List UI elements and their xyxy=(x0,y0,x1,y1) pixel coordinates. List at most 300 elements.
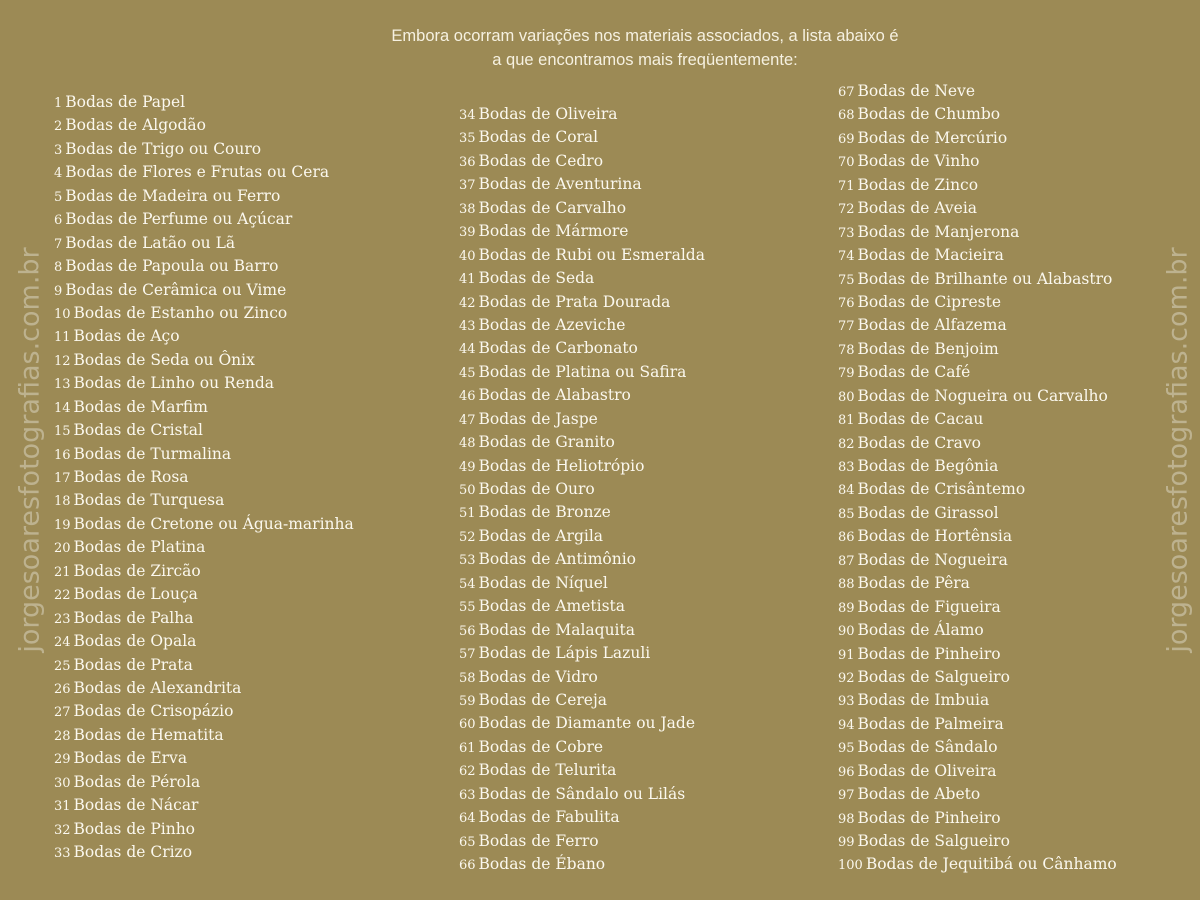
anniversary-year-number: 32 xyxy=(54,822,71,838)
anniversary-year-number: 40 xyxy=(459,248,476,264)
anniversary-item xyxy=(459,314,705,337)
anniversary-name: Bodas de Ferro xyxy=(478,831,599,850)
anniversary-name: Bodas de Pinheiro xyxy=(857,644,1001,663)
anniversary-year-number: 95 xyxy=(838,741,855,757)
anniversary-item xyxy=(838,760,1117,783)
anniversary-name: Bodas de Argila xyxy=(478,526,604,545)
anniversary-name: Bodas de Sândalo xyxy=(857,738,998,757)
anniversary-year-number: 10 xyxy=(54,306,71,322)
anniversary-name: Bodas de Zinco xyxy=(857,175,979,194)
anniversary-item xyxy=(54,372,354,395)
anniversary-year-number: 26 xyxy=(54,681,71,697)
anniversary-year-number: 88 xyxy=(838,577,855,593)
anniversary-name: Bodas de Perfume ou Açúcar xyxy=(65,210,293,229)
anniversary-item xyxy=(54,185,354,208)
anniversary-name: Bodas de Palha xyxy=(73,608,194,627)
anniversary-year-number: 28 xyxy=(54,728,71,744)
anniversary-name: Bodas de Pêra xyxy=(857,574,970,593)
anniversary-item xyxy=(54,325,354,348)
anniversary-year-number: 8 xyxy=(54,260,63,276)
watermark-left: jorgesoaresfotografias.com.br xyxy=(14,247,46,653)
anniversary-item xyxy=(54,841,354,864)
anniversary-year-number: 74 xyxy=(838,249,855,265)
anniversary-year-number: 90 xyxy=(838,624,855,640)
anniversary-name: Bodas de Lápis Lazuli xyxy=(478,644,651,663)
anniversary-name: Bodas de Heliotrópio xyxy=(478,456,645,475)
anniversary-name: Bodas de Trigo ou Couro xyxy=(65,139,262,158)
anniversary-year-number: 11 xyxy=(54,330,71,346)
anniversary-item xyxy=(54,419,354,442)
anniversary-item xyxy=(54,279,354,302)
anniversary-name: Bodas de Palmeira xyxy=(857,714,1004,733)
anniversary-year-number: 12 xyxy=(54,353,71,369)
anniversary-item xyxy=(54,818,354,841)
anniversary-year-number: 81 xyxy=(838,413,855,429)
anniversary-year-number: 39 xyxy=(459,225,476,241)
anniversary-item xyxy=(54,232,354,255)
anniversary-name: Bodas de Coral xyxy=(478,128,599,147)
anniversary-name: Bodas de Erva xyxy=(73,749,188,768)
anniversary-name: Bodas de Cacau xyxy=(857,410,984,429)
anniversary-year-number: 23 xyxy=(54,611,71,627)
anniversary-item xyxy=(459,572,705,595)
anniversary-name: Bodas de Granito xyxy=(478,433,615,452)
anniversary-name: Bodas de Jequitibá ou Cânhamo xyxy=(865,855,1117,874)
anniversary-year-number: 94 xyxy=(838,717,855,733)
anniversary-name: Bodas de Ébano xyxy=(478,855,606,873)
anniversary-item xyxy=(54,466,354,489)
anniversary-item xyxy=(54,513,354,536)
anniversary-item xyxy=(838,689,1117,712)
anniversary-year-number: 37 xyxy=(459,178,476,194)
anniversary-year-number: 55 xyxy=(459,600,476,616)
anniversary-item xyxy=(838,103,1117,126)
anniversary-name: Bodas de Nácar xyxy=(73,796,199,815)
anniversary-year-number: 29 xyxy=(54,752,71,768)
anniversary-name: Bodas de Alfazema xyxy=(857,316,1007,335)
anniversary-year-number: 34 xyxy=(459,108,476,123)
anniversary-item xyxy=(54,349,354,372)
anniversary-name: Bodas de Níquel xyxy=(478,573,608,592)
anniversary-year-number: 82 xyxy=(838,436,855,452)
anniversary-year-number: 89 xyxy=(838,600,855,616)
anniversary-name: Bodas de Girassol xyxy=(857,503,999,522)
anniversary-item xyxy=(459,548,705,571)
anniversary-year-number: 70 xyxy=(838,155,855,171)
anniversary-item xyxy=(459,525,705,548)
anniversary-year-number: 64 xyxy=(459,811,476,827)
anniversary-item xyxy=(838,643,1117,666)
anniversary-item xyxy=(838,221,1117,244)
anniversary-year-number: 15 xyxy=(54,424,71,440)
anniversary-year-number: 35 xyxy=(459,131,476,147)
anniversary-name: Bodas de Manjerona xyxy=(857,222,1020,241)
anniversary-item xyxy=(459,642,705,665)
anniversary-name: Bodas de Rubi ou Esmeralda xyxy=(478,245,705,264)
anniversary-year-number: 73 xyxy=(838,225,855,241)
anniversary-name: Bodas de Sândalo ou Lilás xyxy=(478,784,686,803)
anniversary-year-number: 68 xyxy=(838,108,855,124)
anniversary-item xyxy=(838,150,1117,173)
anniversary-year-number: 60 xyxy=(459,717,476,733)
anniversary-name: Bodas de Prata xyxy=(73,655,193,674)
anniversary-year-number: 45 xyxy=(459,365,476,381)
anniversary-year-number: 92 xyxy=(838,670,855,686)
anniversary-year-number: 79 xyxy=(838,366,855,382)
anniversary-year-number: 63 xyxy=(459,787,476,803)
anniversary-year-number: 16 xyxy=(54,447,71,463)
anniversary-year-number: 56 xyxy=(459,623,476,639)
anniversary-item xyxy=(838,596,1117,619)
anniversary-year-number: 36 xyxy=(459,154,476,170)
anniversary-name: Bodas de Fabulita xyxy=(478,808,620,827)
anniversary-year-number: 19 xyxy=(54,517,71,533)
anniversary-name: Bodas de Café xyxy=(857,363,971,382)
anniversary-item xyxy=(459,619,705,642)
anniversary-name: Bodas de Figueira xyxy=(857,597,1001,616)
anniversary-year-number: 42 xyxy=(459,295,476,311)
anniversary-item xyxy=(459,220,705,243)
anniversary-item xyxy=(838,197,1117,220)
anniversary-item xyxy=(838,525,1117,548)
anniversary-year-number: 96 xyxy=(838,764,855,780)
anniversary-name: Bodas de Azeviche xyxy=(478,315,626,334)
anniversary-item xyxy=(459,291,705,314)
anniversary-item xyxy=(838,549,1117,572)
anniversary-name: Bodas de Álamo xyxy=(857,621,984,640)
anniversary-item xyxy=(459,384,705,407)
anniversary-year-number: 43 xyxy=(459,318,476,334)
anniversary-item xyxy=(459,103,705,126)
anniversary-name: Bodas de Telurita xyxy=(478,761,617,780)
anniversary-year-number: 76 xyxy=(838,295,855,311)
anniversary-name: Bodas de Abeto xyxy=(857,785,981,804)
anniversary-year-number: 4 xyxy=(54,166,63,182)
anniversary-item xyxy=(459,150,705,173)
anniversary-year-number: 54 xyxy=(459,576,476,592)
anniversary-item xyxy=(838,314,1117,337)
anniversary-name: Bodas de Papel xyxy=(65,93,186,111)
anniversary-year-number: 51 xyxy=(459,506,476,522)
anniversary-item xyxy=(838,338,1117,361)
anniversary-year-number: 22 xyxy=(54,588,71,604)
anniversary-item xyxy=(459,267,705,290)
anniversary-name: Bodas de Platina ou Safira xyxy=(478,362,687,381)
anniversary-item xyxy=(459,501,705,524)
anniversary-name: Bodas de Turmalina xyxy=(73,444,232,463)
anniversary-name: Bodas de Cipreste xyxy=(857,292,1002,311)
anniversary-year-number: 91 xyxy=(838,647,855,663)
anniversary-name: Bodas de Bronze xyxy=(478,503,611,522)
anniversary-year-number: 30 xyxy=(54,775,71,791)
anniversary-year-number: 84 xyxy=(838,483,855,499)
anniversary-year-number: 52 xyxy=(459,529,476,545)
anniversary-year-number: 99 xyxy=(838,835,855,850)
anniversary-item xyxy=(54,724,354,747)
anniversary-item xyxy=(54,161,354,184)
anniversary-name: Bodas de Mármore xyxy=(478,222,629,241)
anniversary-list-column-2 xyxy=(459,103,705,876)
anniversary-year-number: 20 xyxy=(54,541,71,557)
anniversary-year-number: 31 xyxy=(54,799,71,815)
anniversary-item xyxy=(838,385,1117,408)
anniversary-name: Bodas de Linho ou Renda xyxy=(73,374,275,393)
anniversary-name: Bodas de Vinho xyxy=(857,152,980,171)
anniversary-name: Bodas de Benjoim xyxy=(857,339,999,358)
anniversary-name: Bodas de Prata Dourada xyxy=(478,292,671,311)
anniversary-list-column-3 xyxy=(838,80,1117,877)
anniversary-item xyxy=(838,291,1117,314)
anniversary-item xyxy=(838,572,1117,595)
anniversary-item xyxy=(459,337,705,360)
intro-line-1: Embora ocorram variações nos materiais associados, a lista abaixo é xyxy=(391,27,899,45)
anniversary-item xyxy=(54,583,354,606)
anniversary-year-number: 7 xyxy=(54,236,63,252)
anniversary-name: Bodas de Oliveira xyxy=(478,105,618,123)
anniversary-year-number: 66 xyxy=(459,858,476,873)
anniversary-item xyxy=(54,396,354,419)
anniversary-item xyxy=(838,830,1117,853)
anniversary-item xyxy=(838,713,1117,736)
anniversary-name: Bodas de Brilhante ou Alabastro xyxy=(857,269,1113,288)
anniversary-name: Bodas de Marfim xyxy=(73,397,208,416)
anniversary-year-number: 2 xyxy=(54,119,63,135)
anniversary-name: Bodas de Zircão xyxy=(73,561,201,580)
anniversary-name: Bodas de Aveia xyxy=(857,199,978,218)
anniversary-name: Bodas de Crisopázio xyxy=(73,702,234,721)
anniversary-item xyxy=(54,138,354,161)
anniversary-year-number: 98 xyxy=(838,811,855,827)
anniversary-name: Bodas de Crisântemo xyxy=(857,480,1026,499)
anniversary-name: Bodas de Antimônio xyxy=(478,550,636,569)
anniversary-year-number: 17 xyxy=(54,471,71,486)
anniversary-name: Bodas de Alabastro xyxy=(478,386,631,405)
anniversary-year-number: 38 xyxy=(459,201,476,217)
anniversary-item xyxy=(54,302,354,325)
anniversary-year-number: 44 xyxy=(459,342,476,358)
anniversary-name: Bodas de Flores e Frutas ou Cera xyxy=(65,163,330,182)
anniversary-name: Bodas de Alexandrita xyxy=(73,678,242,697)
anniversary-name: Bodas de Cerâmica ou Vime xyxy=(65,280,287,299)
anniversary-item xyxy=(838,736,1117,759)
anniversary-year-number: 78 xyxy=(838,342,855,358)
anniversary-item xyxy=(459,759,705,782)
anniversary-name: Bodas de Jaspe xyxy=(478,409,598,428)
anniversary-year-number: 3 xyxy=(54,142,63,158)
anniversary-name: Bodas de Cobre xyxy=(478,737,604,756)
anniversary-name: Bodas de Cristal xyxy=(73,421,203,440)
anniversary-item xyxy=(459,361,705,384)
anniversary-name: Bodas de Madeira ou Ferro xyxy=(65,186,281,205)
anniversary-name: Bodas de Ametista xyxy=(478,597,626,616)
anniversary-name: Bodas de Pérola xyxy=(73,772,201,791)
anniversary-year-number: 46 xyxy=(459,389,476,405)
anniversary-item xyxy=(838,455,1117,478)
anniversary-name: Bodas de Hortênsia xyxy=(857,527,1013,546)
anniversary-item xyxy=(54,700,354,723)
anniversary-item xyxy=(838,361,1117,384)
anniversary-name: Bodas de Chumbo xyxy=(857,105,1001,124)
anniversary-year-number: 53 xyxy=(459,553,476,569)
anniversary-year-number: 18 xyxy=(54,494,71,510)
anniversary-name: Bodas de Cereja xyxy=(478,690,607,709)
anniversary-item xyxy=(838,807,1117,830)
anniversary-name: Bodas de Ouro xyxy=(478,480,595,498)
anniversary-item xyxy=(459,408,705,431)
anniversary-year-number: 93 xyxy=(838,694,855,710)
anniversary-year-number: 100 xyxy=(838,858,863,874)
watermark-right: jorgesoaresfotografias.com.br xyxy=(1162,247,1194,653)
anniversary-item xyxy=(838,619,1117,642)
anniversary-year-number: 5 xyxy=(54,189,63,205)
intro-text xyxy=(0,24,1200,72)
anniversary-name: Bodas de Mercúrio xyxy=(857,128,1008,147)
anniversary-year-number: 33 xyxy=(54,846,71,861)
anniversary-item xyxy=(838,408,1117,431)
anniversary-item xyxy=(54,114,354,137)
anniversary-name: Bodas de Begônia xyxy=(857,457,999,475)
anniversary-item xyxy=(838,80,1117,103)
anniversary-name: Bodas de Nogueira xyxy=(857,550,1008,569)
anniversary-name: Bodas de Salgueiro xyxy=(857,667,1010,686)
anniversary-item xyxy=(54,677,354,700)
anniversary-item xyxy=(54,630,354,653)
anniversary-year-number: 80 xyxy=(838,389,855,405)
anniversary-name: Bodas de Carvalho xyxy=(478,198,627,217)
anniversary-item xyxy=(459,197,705,220)
intro-line-2: a que encontramos mais freqüentemente: xyxy=(492,51,798,69)
anniversary-name: Bodas de Carbonato xyxy=(478,339,638,358)
anniversary-name: Bodas de Seda xyxy=(478,269,595,288)
anniversary-name: Bodas de Macieira xyxy=(857,246,1004,265)
anniversary-name: Bodas de Vidro xyxy=(478,667,598,686)
anniversary-item xyxy=(459,783,705,806)
anniversary-name: Bodas de Opala xyxy=(73,632,197,651)
anniversary-year-number: 50 xyxy=(459,483,476,498)
anniversary-year-number: 72 xyxy=(838,202,855,218)
anniversary-item xyxy=(838,502,1117,525)
anniversary-item xyxy=(459,830,705,853)
anniversary-item xyxy=(459,666,705,689)
anniversary-item xyxy=(459,712,705,735)
anniversary-year-number: 61 xyxy=(459,740,476,756)
anniversary-year-number: 75 xyxy=(838,272,855,288)
anniversary-name: Bodas de Turquesa xyxy=(73,491,225,510)
anniversary-year-number: 14 xyxy=(54,400,71,416)
anniversary-name: Bodas de Aço xyxy=(73,327,180,346)
anniversary-year-number: 27 xyxy=(54,705,71,721)
anniversary-year-number: 83 xyxy=(838,460,855,475)
anniversary-item xyxy=(459,455,705,478)
anniversary-item xyxy=(838,666,1117,689)
anniversary-year-number: 77 xyxy=(838,319,855,335)
anniversary-name: Bodas de Papoula ou Barro xyxy=(65,257,279,276)
anniversary-item xyxy=(459,244,705,267)
anniversary-name: Bodas de Platina xyxy=(73,538,206,557)
anniversary-year-number: 59 xyxy=(459,693,476,709)
anniversary-name: Bodas de Neve xyxy=(857,82,976,100)
anniversary-item xyxy=(54,747,354,770)
anniversary-item xyxy=(54,443,354,466)
anniversary-item xyxy=(54,771,354,794)
anniversary-year-number: 69 xyxy=(838,131,855,147)
anniversary-item xyxy=(54,560,354,583)
anniversary-year-number: 21 xyxy=(54,564,71,580)
anniversary-name: Bodas de Cretone ou Água-marinha xyxy=(73,514,354,533)
anniversary-item xyxy=(459,689,705,712)
anniversary-item xyxy=(838,432,1117,455)
anniversary-name: Bodas de Diamante ou Jade xyxy=(478,714,696,733)
anniversary-item xyxy=(54,208,354,231)
anniversary-name: Bodas de Pinheiro xyxy=(857,808,1001,827)
anniversary-year-number: 13 xyxy=(54,377,71,393)
anniversary-year-number: 97 xyxy=(838,788,855,804)
anniversary-item xyxy=(54,654,354,677)
anniversary-year-number: 9 xyxy=(54,283,63,299)
anniversary-item xyxy=(54,489,354,512)
anniversary-item xyxy=(54,91,354,114)
anniversary-item xyxy=(54,255,354,278)
anniversary-year-number: 58 xyxy=(459,670,476,686)
anniversary-name: Bodas de Cravo xyxy=(857,433,981,452)
anniversary-item xyxy=(838,244,1117,267)
anniversary-item xyxy=(838,853,1117,876)
anniversary-name: Bodas de Estanho ou Zinco xyxy=(73,303,288,322)
anniversary-name: Bodas de Louça xyxy=(73,585,198,604)
anniversary-year-number: 85 xyxy=(838,506,855,522)
anniversary-year-number: 67 xyxy=(838,85,855,100)
anniversary-name: Bodas de Cedro xyxy=(478,151,604,170)
anniversary-item xyxy=(459,478,705,501)
anniversary-name: Bodas de Hematita xyxy=(73,725,224,744)
anniversary-year-number: 24 xyxy=(54,635,71,651)
anniversary-item xyxy=(459,173,705,196)
anniversary-item xyxy=(459,853,705,876)
anniversary-item xyxy=(838,783,1117,806)
anniversary-year-number: 71 xyxy=(838,178,855,194)
anniversary-name: Bodas de Latão ou Lã xyxy=(65,233,236,252)
anniversary-list-column-1 xyxy=(54,91,354,864)
anniversary-item xyxy=(459,806,705,829)
anniversary-year-number: 62 xyxy=(459,764,476,780)
anniversary-year-number: 47 xyxy=(459,412,476,428)
anniversary-item xyxy=(838,127,1117,150)
anniversary-year-number: 6 xyxy=(54,213,63,229)
anniversary-name: Bodas de Rosa xyxy=(73,468,189,486)
anniversary-item xyxy=(838,478,1117,501)
anniversary-name: Bodas de Crizo xyxy=(73,843,193,861)
anniversary-year-number: 65 xyxy=(459,834,476,850)
anniversary-item xyxy=(459,736,705,759)
anniversary-year-number: 87 xyxy=(838,553,855,569)
anniversary-year-number: 41 xyxy=(459,272,476,288)
anniversary-name: Bodas de Salgueiro xyxy=(857,832,1010,850)
anniversary-item xyxy=(459,595,705,618)
anniversary-name: Bodas de Imbuia xyxy=(857,691,990,710)
anniversary-year-number: 1 xyxy=(54,96,63,111)
anniversary-item xyxy=(459,431,705,454)
anniversary-name: Bodas de Algodão xyxy=(65,116,206,135)
anniversary-item xyxy=(54,536,354,559)
anniversary-name: Bodas de Oliveira xyxy=(857,761,997,780)
anniversary-item xyxy=(459,126,705,149)
anniversary-item xyxy=(54,794,354,817)
anniversary-name: Bodas de Pinho xyxy=(73,819,196,838)
anniversary-year-number: 25 xyxy=(54,658,71,674)
anniversary-year-number: 86 xyxy=(838,530,855,546)
anniversary-item xyxy=(54,607,354,630)
anniversary-name: Bodas de Nogueira ou Carvalho xyxy=(857,386,1108,405)
